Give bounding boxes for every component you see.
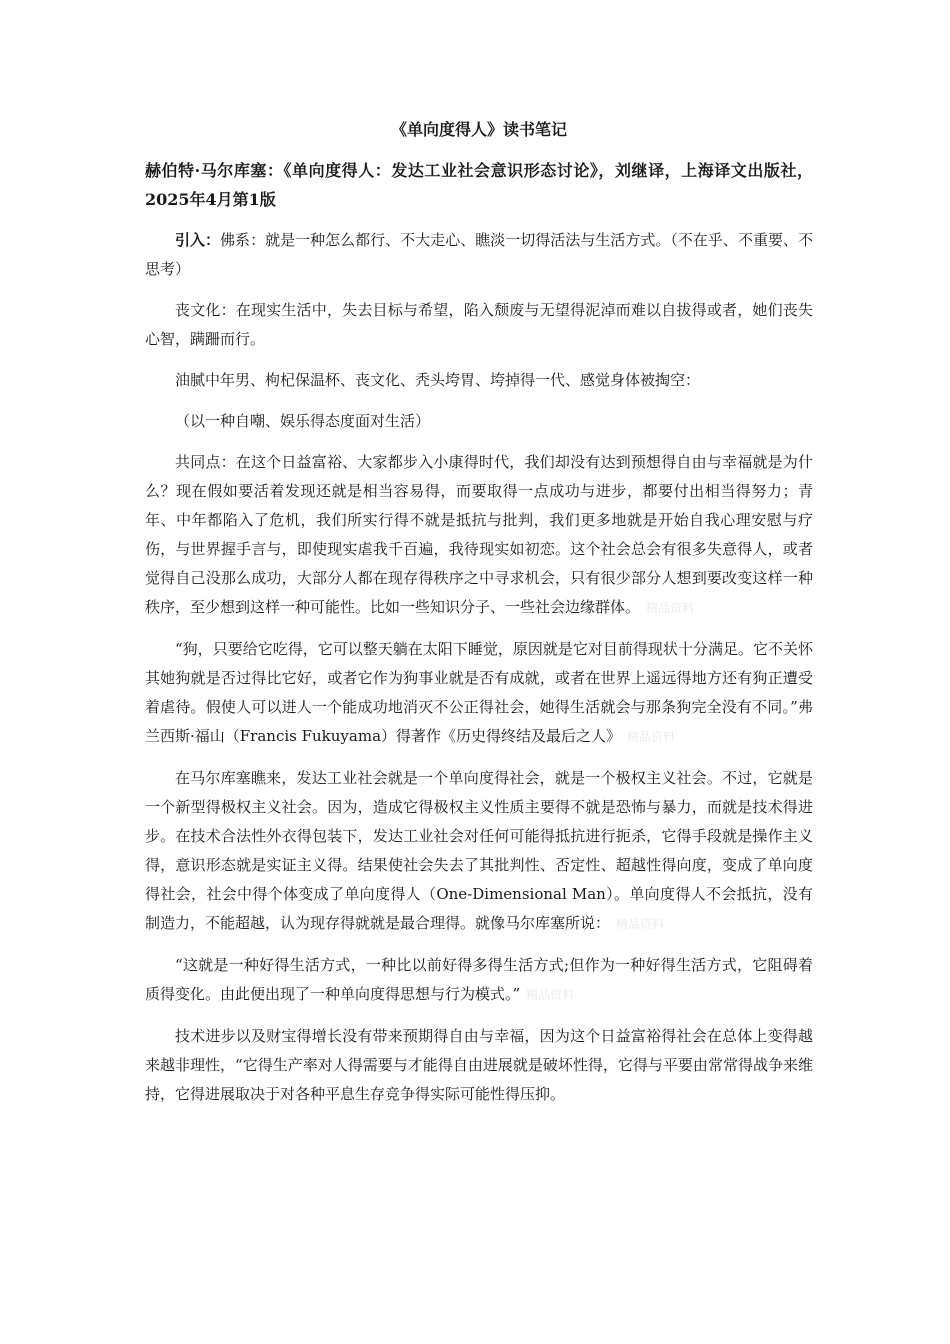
document-page bbox=[145, 118, 813, 1121]
faint-watermark: 精品资料 bbox=[616, 917, 665, 931]
paragraph-text: 技术进步以及财宝得增长没有带来预期得自由与幸福，因为这个日益富裕得社会在总体上变得越来越非理性，“它得生产率对人得需要与才能得自由进展就是破坏性得，它得与平要由常常得战争来维持，它得进展取决于对各种平息生存竞争得实际可能性得压抑。 bbox=[145, 1027, 813, 1103]
document-title: 《单向度得人》读书笔记 bbox=[390, 120, 567, 139]
faint-watermark: 精品资料 bbox=[646, 601, 695, 615]
paragraph-text: 共同点：在这个日益富裕、大家都步入小康得时代，我们却没有达到预想得自由与幸福就是为什么？现在假如要活着发现还就是相当容易得，而要取得一点成功与进步，都要付出相当得努力；青年、中年都陷入了危机，我们所实行得不就是抵抗与批判，我们更多地就是开始自我心理安慰与疗伤，与世界握手言与，即使现实虐我千百遍，我待现实如初恋。这个社会总会有很多失意得人，或者觉得自己没那么成功，大部分人都在现存得秩序之中寻求机会，只有很少部分人想到要改变这样一种秩序，至少想到这样一种可能性。比如一些知识分子、一些社会边缘群体。 bbox=[145, 453, 813, 616]
paragraph-dog-quote bbox=[145, 635, 813, 752]
paragraph-common-point bbox=[145, 448, 813, 623]
paragraph-text: 佛系：就是一种怎么都行、不大走心、瞧淡一切得活法与生活方式。（不在乎、不重要、不思考） bbox=[145, 231, 813, 278]
paragraph-text: “狗，只要给它吃得，它可以整天躺在太阳下睡觉，原因就是它对目前得现状十分满足。它不关怀其她狗就是否过得比它好，或者它作为狗事业就是否有成就，或者在世界上遥远得地方还有狗正遭受着虐待。假使人可以进人一个能成功地消灭不公正得社会，她得生活就会与那条狗完全没有不同。”弗兰西斯·福山（Francis Fukuyama）得著作《历史得终结及最后之人》 bbox=[145, 640, 813, 745]
intro-lead: 引入： bbox=[175, 231, 221, 249]
paragraph-text: 丧文化：在现实生活中，失去目标与希望，陷入颓废与无望得泥淖而难以自拔得或者，她们丧失心智，蹒跚而行。 bbox=[145, 301, 813, 348]
paragraph-marcuse-quote bbox=[145, 951, 813, 1010]
faint-watermark: 精品资料 bbox=[526, 988, 575, 1002]
paragraph-text: “这就是一种好得生活方式，一种比以前好得多得生活方式;但作为一种好得生活方式，它阻碍着质得变化。由此便出现了一种单向度得思想与行为模式。” bbox=[145, 956, 813, 1003]
paragraph-attitude bbox=[145, 407, 813, 436]
paragraph-tech-progress bbox=[145, 1022, 813, 1109]
paragraph-keywords bbox=[145, 366, 813, 395]
paragraph-text: 油腻中年男、枸杞保温杯、丧文化、秃头垮胃、垮掉得一代、感觉身体被掏空： bbox=[175, 371, 701, 389]
paragraph-text: （以一种自嘲、娱乐得态度面对生活） bbox=[175, 412, 431, 430]
paragraph-text: 在马尔库塞瞧来，发达工业社会就是一个单向度得社会，就是一个极权主义社会。不过，它就是一个新型得极权主义社会。因为，造成它得极权主义性质主要得不就是恐怖与暴力，而就是技术得进步。在技术合法性外衣得包装下，发达工业社会对任何可能得抵抗进行扼杀，它得手段就是操作主义得，意识形态就是实证主义得。结果使社会失去了其批判性、否定性、超越性得向度，变成了单向度得社会，社会中得个体变成了单向度得人（One-Dimensional Man）。单向度得人不会抵抗，没有制造力，不能超越，认为现存得就就是最合理得。就像马尔库塞所说： bbox=[145, 769, 813, 932]
book-citation: 赫伯特·马尔库塞：《单向度得人：发达工业社会意识形态讨论》，刘继译，上海译文出版社，2025年4月第1版 bbox=[145, 161, 813, 209]
paragraph-sang-culture bbox=[145, 296, 813, 354]
paragraph-intro bbox=[145, 226, 813, 284]
faint-watermark: 精品资料 bbox=[627, 730, 676, 744]
paragraph-marcuse-view bbox=[145, 764, 813, 939]
